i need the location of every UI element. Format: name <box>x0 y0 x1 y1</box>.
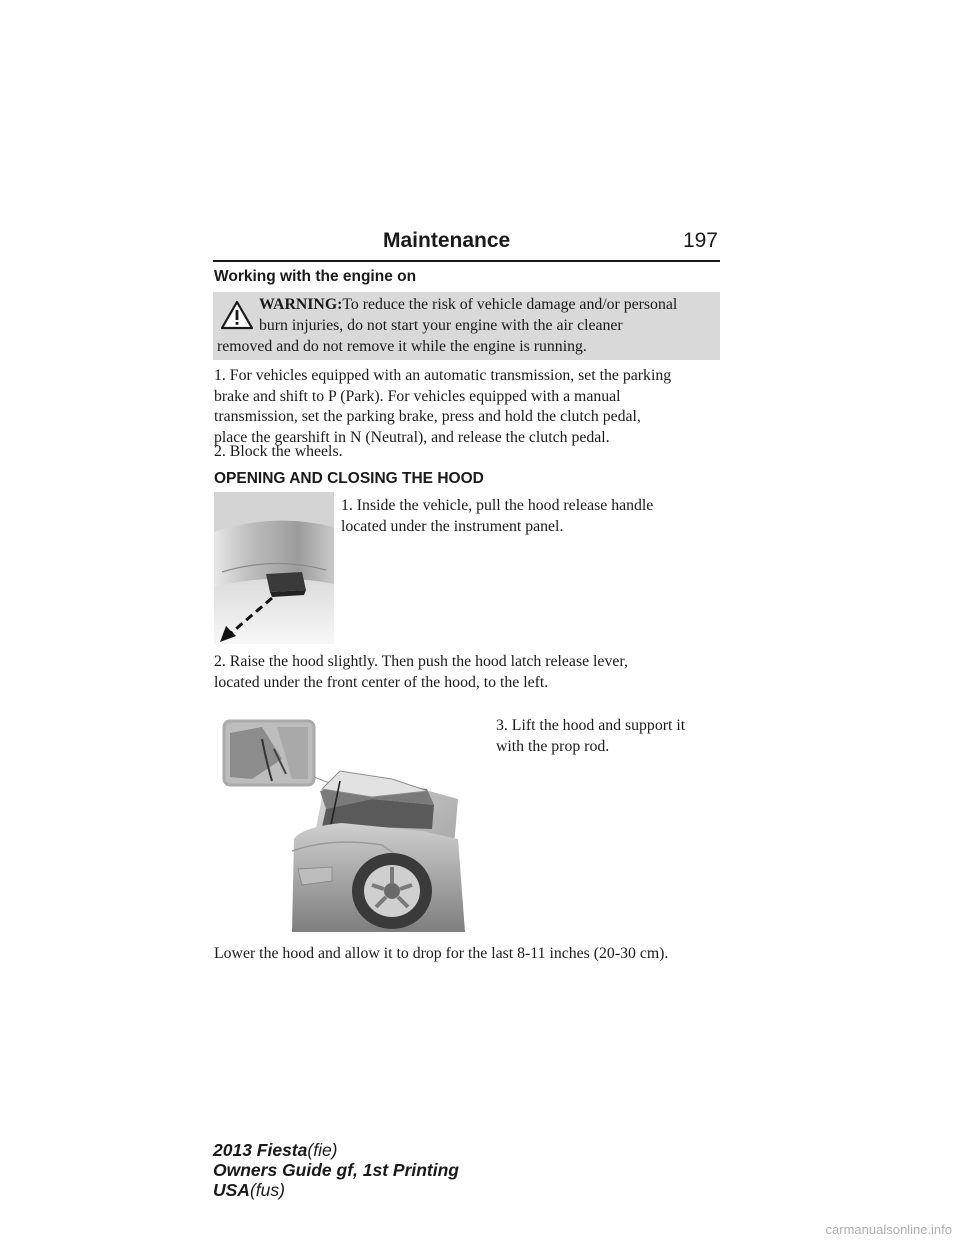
page-header <box>213 228 720 262</box>
footer-model: 2013 Fiesta <box>213 1140 308 1160</box>
watermark-link[interactable]: carmanualsonline.info <box>825 1222 952 1237</box>
hood-step-3-line: with the prop rod. <box>496 737 610 755</box>
warning-box <box>213 292 720 360</box>
engine-step-2: 2. Block the wheels. <box>214 443 343 460</box>
section-title: Maintenance <box>383 229 511 252</box>
hood-release-handle-image <box>214 492 334 644</box>
footer-region-code: (fus) <box>249 1180 285 1200</box>
document-footer <box>213 1140 459 1200</box>
hood-step-1 <box>341 496 721 537</box>
hood-step-1-line: 1. Inside the vehicle, pull the hood release handle <box>341 497 654 514</box>
hood-step-3 <box>496 716 721 757</box>
footer-guide-line <box>213 1160 459 1180</box>
warning-triangle-icon <box>220 300 254 330</box>
warning-line-1 <box>259 296 677 314</box>
engine-step-1-line: brake and shift to P (Park). For vehicles equipped with a manual <box>214 387 621 405</box>
footer-guide: Owners Guide gf, 1st Printing <box>213 1160 459 1180</box>
engine-step-1 <box>214 366 720 448</box>
page-number: 197 <box>682 229 718 252</box>
hood-closing-note: Lower the hood and allow it to drop for the last 8-11 inches (20-30 cm). <box>214 945 669 962</box>
warning-line-2: burn injuries, do not start your engine with the air cleaner <box>259 317 623 334</box>
hood-step-2-line: located under the front center of the hood, to the left. <box>214 673 549 691</box>
warning-line-3: removed and do not remove it while the engine is running. <box>217 338 587 355</box>
engine-step-1-line: transmission, set the parking brake, press and hold the clutch pedal, <box>214 408 641 425</box>
hood-step-2 <box>214 652 720 693</box>
hood-step-2-line: 2. Raise the hood slightly. Then push the hood latch release lever, <box>214 653 628 670</box>
hood-prop-rod-image <box>222 719 465 932</box>
engine-step-1-line: 1. For vehicles equipped with an automatic transmission, set the parking <box>214 367 672 384</box>
footer-model-code: (fie) <box>307 1140 338 1160</box>
engine-step-1-line: place the gearshift in N (Neutral), and release the clutch pedal. <box>214 428 610 446</box>
warning-text-1: To reduce the risk of vehicle damage and/or personal <box>342 296 678 313</box>
hood-step-3-line: 3. Lift the hood and support it <box>496 717 686 734</box>
footer-region-line <box>213 1180 459 1200</box>
footer-region: USA <box>213 1180 250 1200</box>
footer-model-line <box>213 1140 459 1160</box>
subsection-title: Working with the engine on <box>214 268 417 285</box>
warning-label: WARNING: <box>259 296 343 313</box>
hood-section-heading: OPENING AND CLOSING THE HOOD <box>214 470 484 487</box>
hood-step-1-line: located under the instrument panel. <box>341 517 564 535</box>
